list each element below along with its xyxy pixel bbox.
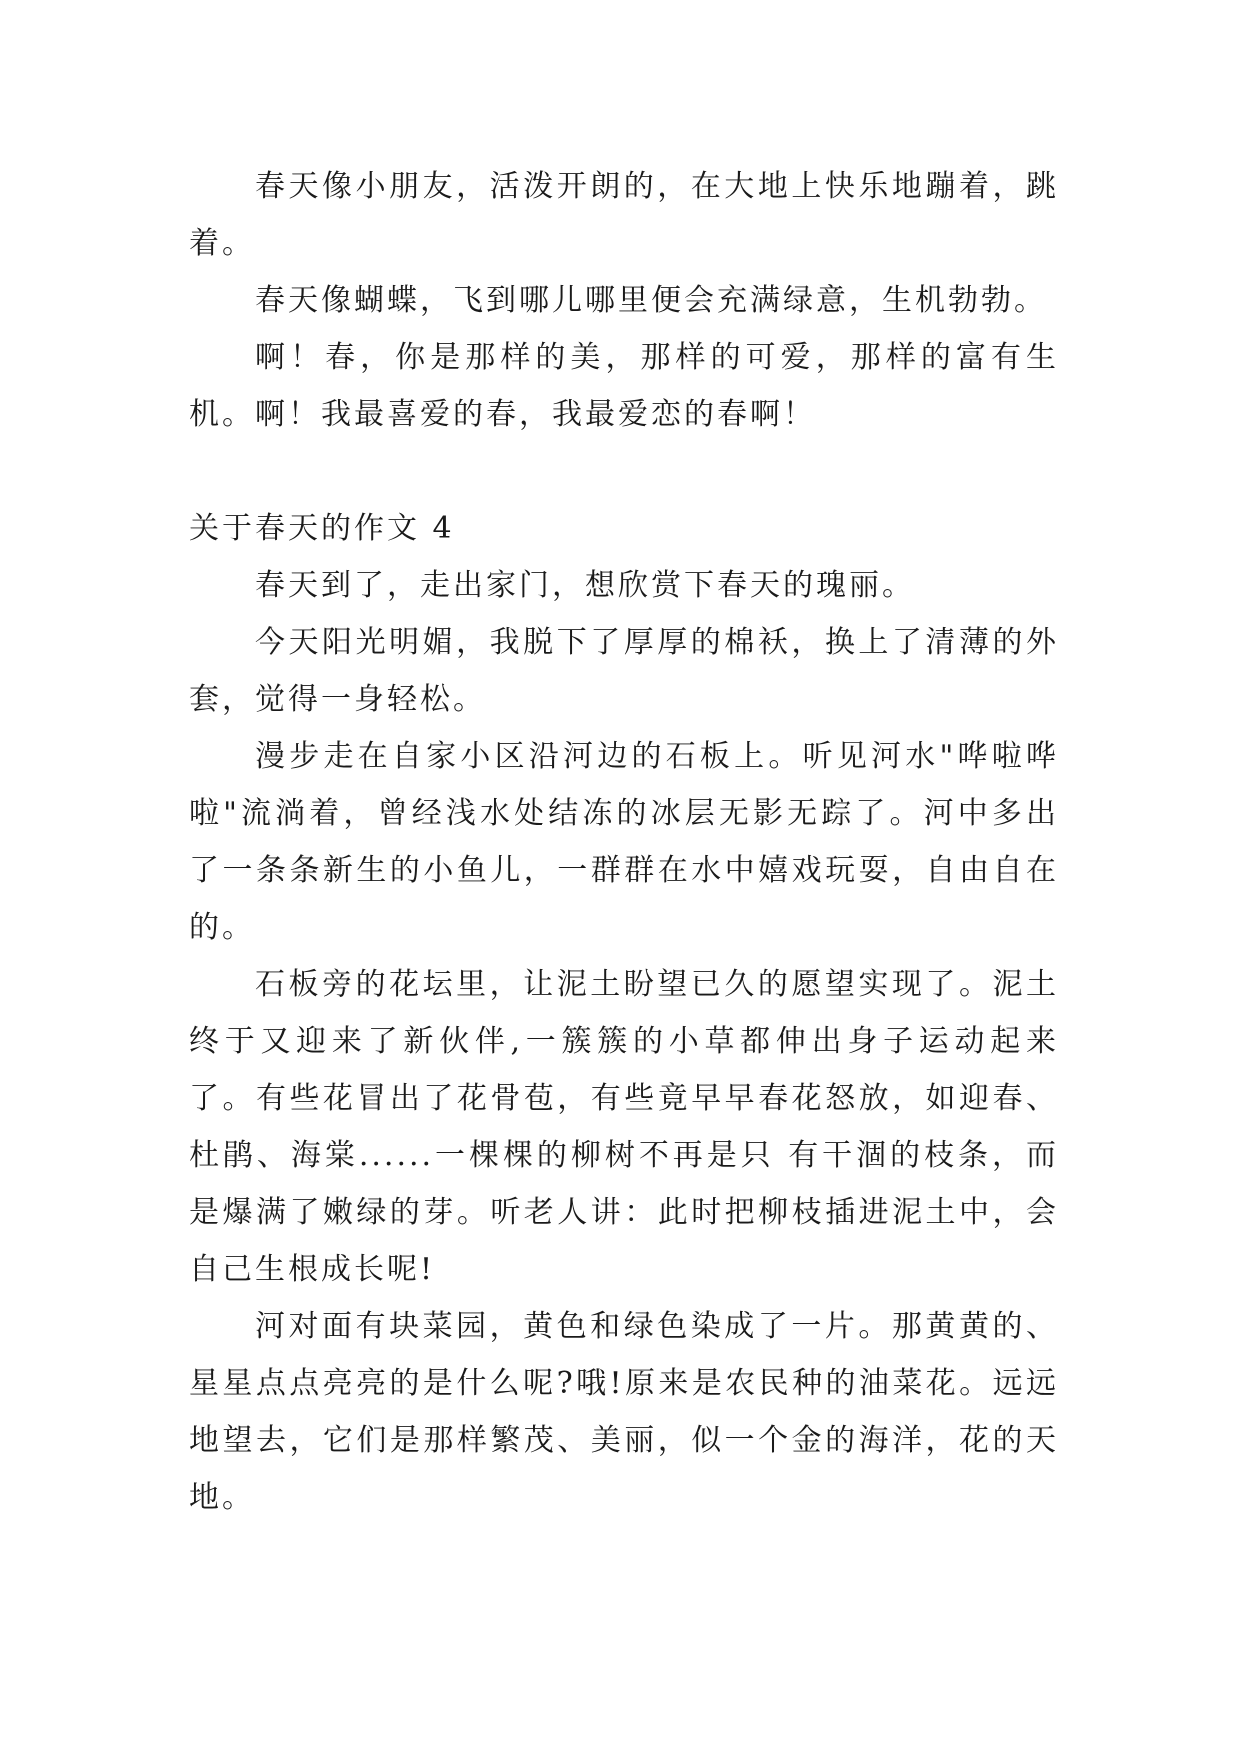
section-heading: 关于春天的作文 4 [189,511,455,546]
paragraph: 漫步走在自家小区沿河边的石板上。听见河水"哗啦哗啦"流淌着，曾经浅水处结冻的冰层无影无踪了。河中多出了一条条新生的小鱼儿，一群群在水中嬉戏玩耍，自由自在的。 [189,739,1059,945]
paragraph: 河对面有块菜园，黄色和绿色染成了一片。那黄黄的、星星点点亮亮的是什么呢?哦!原来是农民种的油菜花。远远地望去，它们是那样繁茂、美丽，似一个金的海洋，花的天地。 [189,1309,1059,1515]
document-body [189,158,1059,1526]
paragraph: 春天到了，走出家门，想欣赏下春天的瑰丽。 [255,568,915,603]
paragraph: 春天像小朋友，活泼开朗的，在大地上快乐地蹦着，跳着。 [189,169,1059,261]
paragraph: 石板旁的花坛里，让泥土盼望已久的愿望实现了。泥土终于又迎来了新伙伴,一簇簇的小草都伸出身子运动起来了。有些花冒出了花骨苞，有些竟早早春花怒放，如迎春、杜鹃、海棠......一棵棵的柳树不再是只 有干涸的枝条，而是爆满了嫩绿的芽。听老人讲：此时把柳枝插进泥土中，会自己生根成长呢! [189,967,1059,1287]
paragraph: 春天像蝴蝶，飞到哪儿哪里便会充满绿意，生机勃勃。 [255,283,1047,318]
paragraph: 今天阳光明媚，我脱下了厚厚的棉袄，换上了清薄的外套，觉得一身轻松。 [189,625,1059,717]
paragraph: 啊！春，你是那样的美，那样的可爱，那样的富有生机。啊！我最喜爱的春，我最爱恋的春啊！ [189,340,1059,432]
